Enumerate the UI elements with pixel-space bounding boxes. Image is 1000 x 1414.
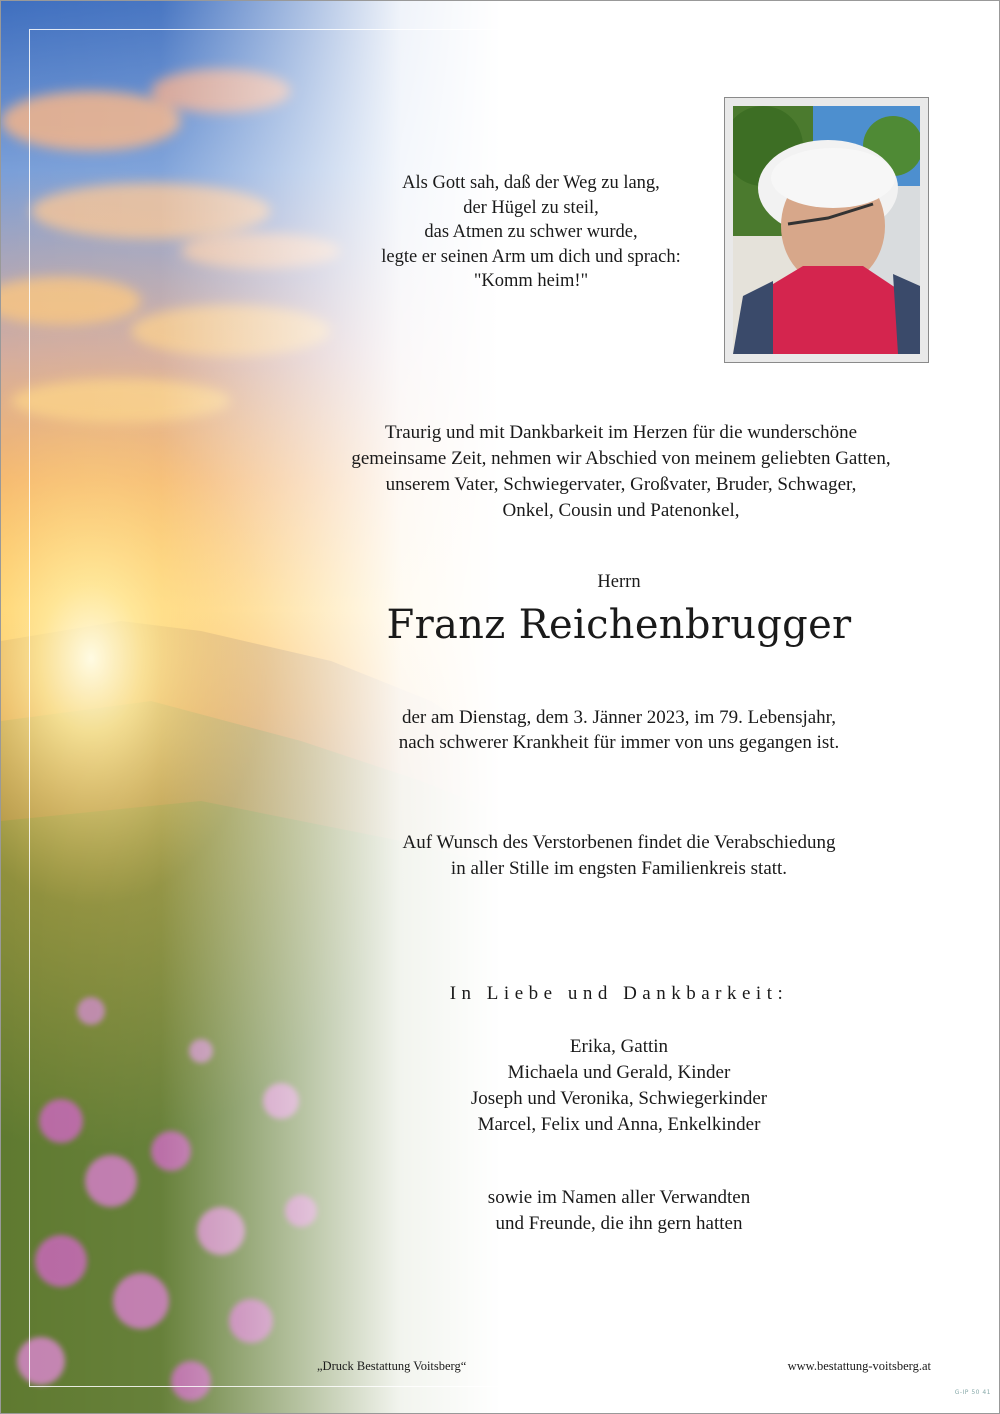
intro-line: unserem Vater, Schwiegervater, Großvater, Bruder, Schwager, — [385, 474, 857, 495]
intro-line: gemeinsame Zeit, nehmen wir Abschied von meinem geliebten Gatten, — [351, 448, 891, 469]
mourner-entry: Joseph und Veronika, Schwiegerkinder — [470, 1088, 768, 1109]
poem-line: "Komm heim!" — [473, 271, 589, 291]
farewell-wish-line: Auf Wunsch des Verstorbenen findet die Verabschiedung — [402, 832, 836, 853]
deceased-name: Franz Reichenbrugger — [386, 602, 852, 648]
print-code: G-IP 50 41 — [954, 1389, 991, 1396]
farewell-wish — [319, 830, 919, 882]
portrait-image — [733, 106, 920, 354]
poem-line: das Atmen zu schwer wurde, — [424, 222, 638, 242]
printer-credit: „Druck Bestattung Voitsberg“ — [317, 1359, 467, 1373]
mourner-entry: Michaela und Gerald, Kinder — [507, 1062, 731, 1083]
farewell-introduction — [291, 420, 951, 524]
salutation: Herrn — [597, 572, 641, 592]
death-notice-line: nach schwerer Krankheit für immer von uns gegangen ist. — [398, 732, 840, 753]
closing-line: und Freunde, die ihn gern hatten — [495, 1213, 743, 1234]
intro-line: Onkel, Cousin und Patenonkel, — [502, 500, 740, 521]
intro-line: Traurig und mit Dankbarkeit im Herzen für die wunderschöne — [384, 422, 858, 443]
farewell-wish-line: in aller Stille im engsten Familienkreis statt. — [450, 858, 788, 879]
mourner-entry: Erika, Gattin — [569, 1036, 669, 1057]
death-notice — [319, 705, 919, 755]
death-notice-line: der am Dienstag, dem 3. Jänner 2023, im 79. Lebensjahr, — [401, 707, 836, 728]
closing-line: sowie im Namen aller Verwandten — [487, 1187, 751, 1208]
portrait-photo — [724, 97, 929, 363]
mourner-entry: Marcel, Felix und Anna, Enkelkinder — [477, 1114, 761, 1135]
memorial-poem — [341, 171, 721, 294]
poem-line: Als Gott sah, daß der Weg zu lang, — [402, 173, 660, 193]
poem-line: der Hügel zu steil, — [463, 197, 599, 218]
mourners-list — [369, 1034, 869, 1138]
website-link[interactable]: www.bestattung-voitsberg.at — [787, 1359, 931, 1373]
poem-line: legte er seinen Arm um dich und sprach: — [381, 246, 681, 267]
closing-note — [369, 1185, 869, 1237]
thanks-heading: In Liebe und Dankbarkeit: — [449, 983, 789, 1004]
